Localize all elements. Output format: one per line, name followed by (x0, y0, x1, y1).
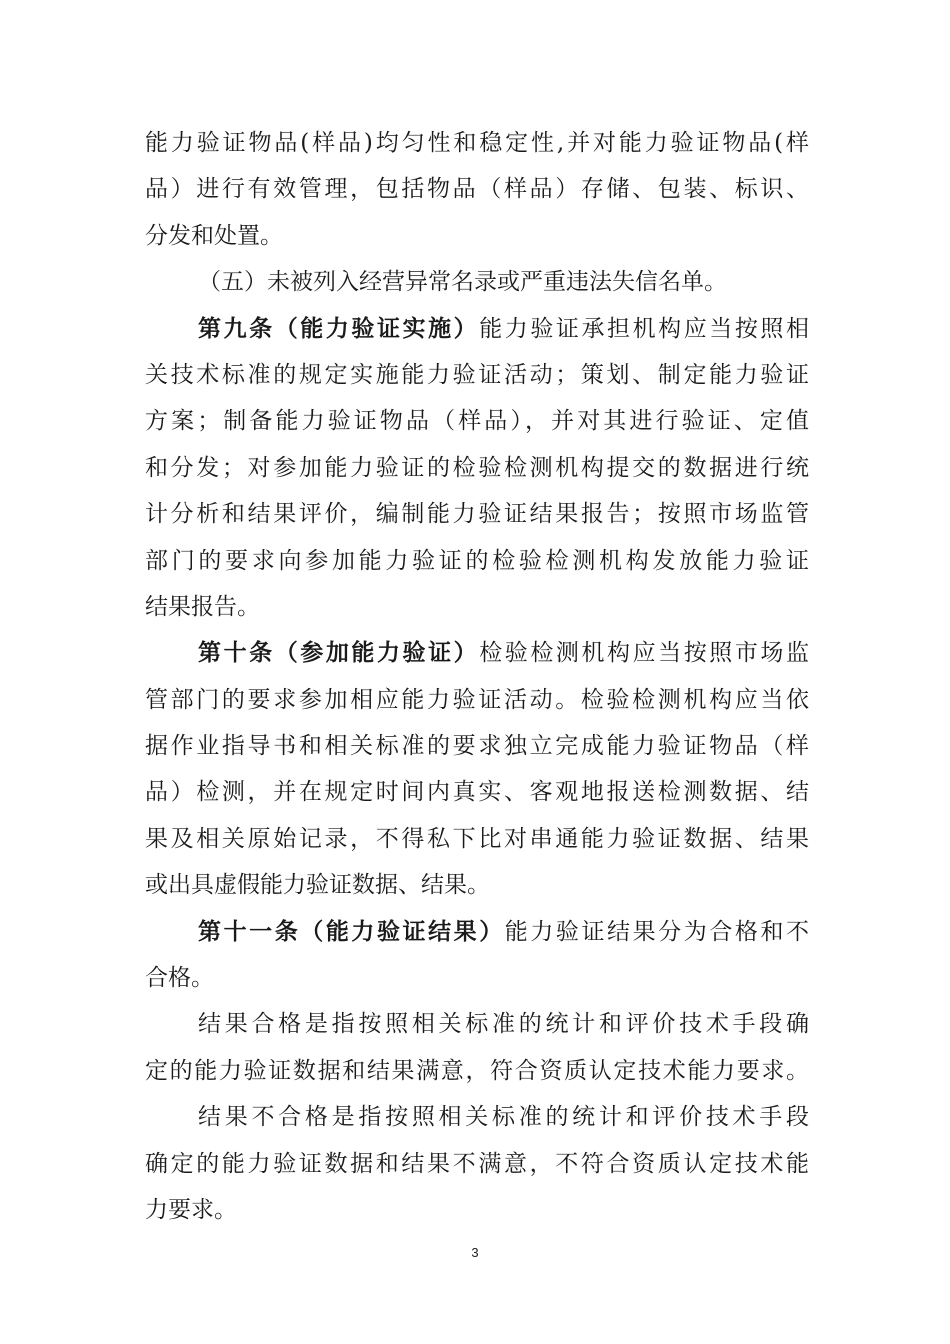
article-heading: 第九条（能力验证实施） (198, 314, 480, 342)
article-first-line (145, 909, 809, 955)
text-segment: 能力验证结果分为合格和不 (504, 918, 809, 945)
text-line: 部门的要求向参加能力验证的检验检测机构发放能力验证 (145, 547, 809, 574)
text-line: 管部门的要求参加相应能力验证活动。检验检测机构应当依 (145, 686, 809, 713)
text-line: 确定的能力验证数据和结果不满意，不符合资质认定技术能 (145, 1150, 809, 1177)
text-line: 定的能力验证数据和结果满意，符合资质认定技术能力要求。 (145, 1057, 809, 1084)
article-heading: 第十条（参加能力验证） (198, 639, 480, 667)
text-line: （五）未被列入经营异常名录或严重违法失信名单。 (198, 269, 727, 296)
text-line: 品）检测，并在规定时间内真实、客观地报送检测数据、结 (145, 779, 809, 806)
text-line: 力要求。 (145, 1196, 237, 1223)
text-line: 合格。 (145, 965, 214, 992)
text-line: 能力验证物品(样品)均匀性和稳定性,并对能力验证物品(样 (145, 130, 809, 156)
article-heading: 第十一条（能力验证结果） (198, 917, 505, 945)
body-text (145, 120, 809, 1233)
text-line: 据作业指导书和相关标准的要求独立完成能力验证物品（样 (145, 733, 809, 760)
text-line: 计分析和结果评价，编制能力验证结果报告；按照市场监管 (145, 501, 809, 528)
page-number: 3 (471, 1245, 479, 1260)
text-line: 关技术标准的规定实施能力验证活动；策划、制定能力验证 (145, 361, 809, 388)
article-first-line (145, 306, 809, 352)
text-line: 和分发；对参加能力验证的检验检测机构提交的数据进行统 (145, 454, 809, 481)
text-line: 分发和处置。 (145, 222, 283, 249)
text-line: 或出具虚假能力验证数据、结果。 (145, 872, 490, 899)
text-line: 果及相关原始记录，不得私下比对串通能力验证数据、结果 (145, 825, 809, 852)
text-line: 结果合格是指按照相关标准的统计和评价技术手段确 (198, 1011, 809, 1038)
text-line: 方案；制备能力验证物品（样品），并对其进行验证、定值 (145, 408, 809, 435)
text-line: 品）进行有效管理，包括物品（样品）存储、包装、标识、 (145, 176, 809, 203)
article-first-line (145, 630, 809, 676)
text-segment: 能力验证承担机构应当按照相 (479, 315, 809, 342)
text-line: 结果不合格是指按照相关标准的统计和评价技术手段 (198, 1104, 809, 1131)
text-segment: 检验检测机构应当按照市场监 (479, 640, 809, 667)
text-line: 结果报告。 (145, 593, 260, 620)
